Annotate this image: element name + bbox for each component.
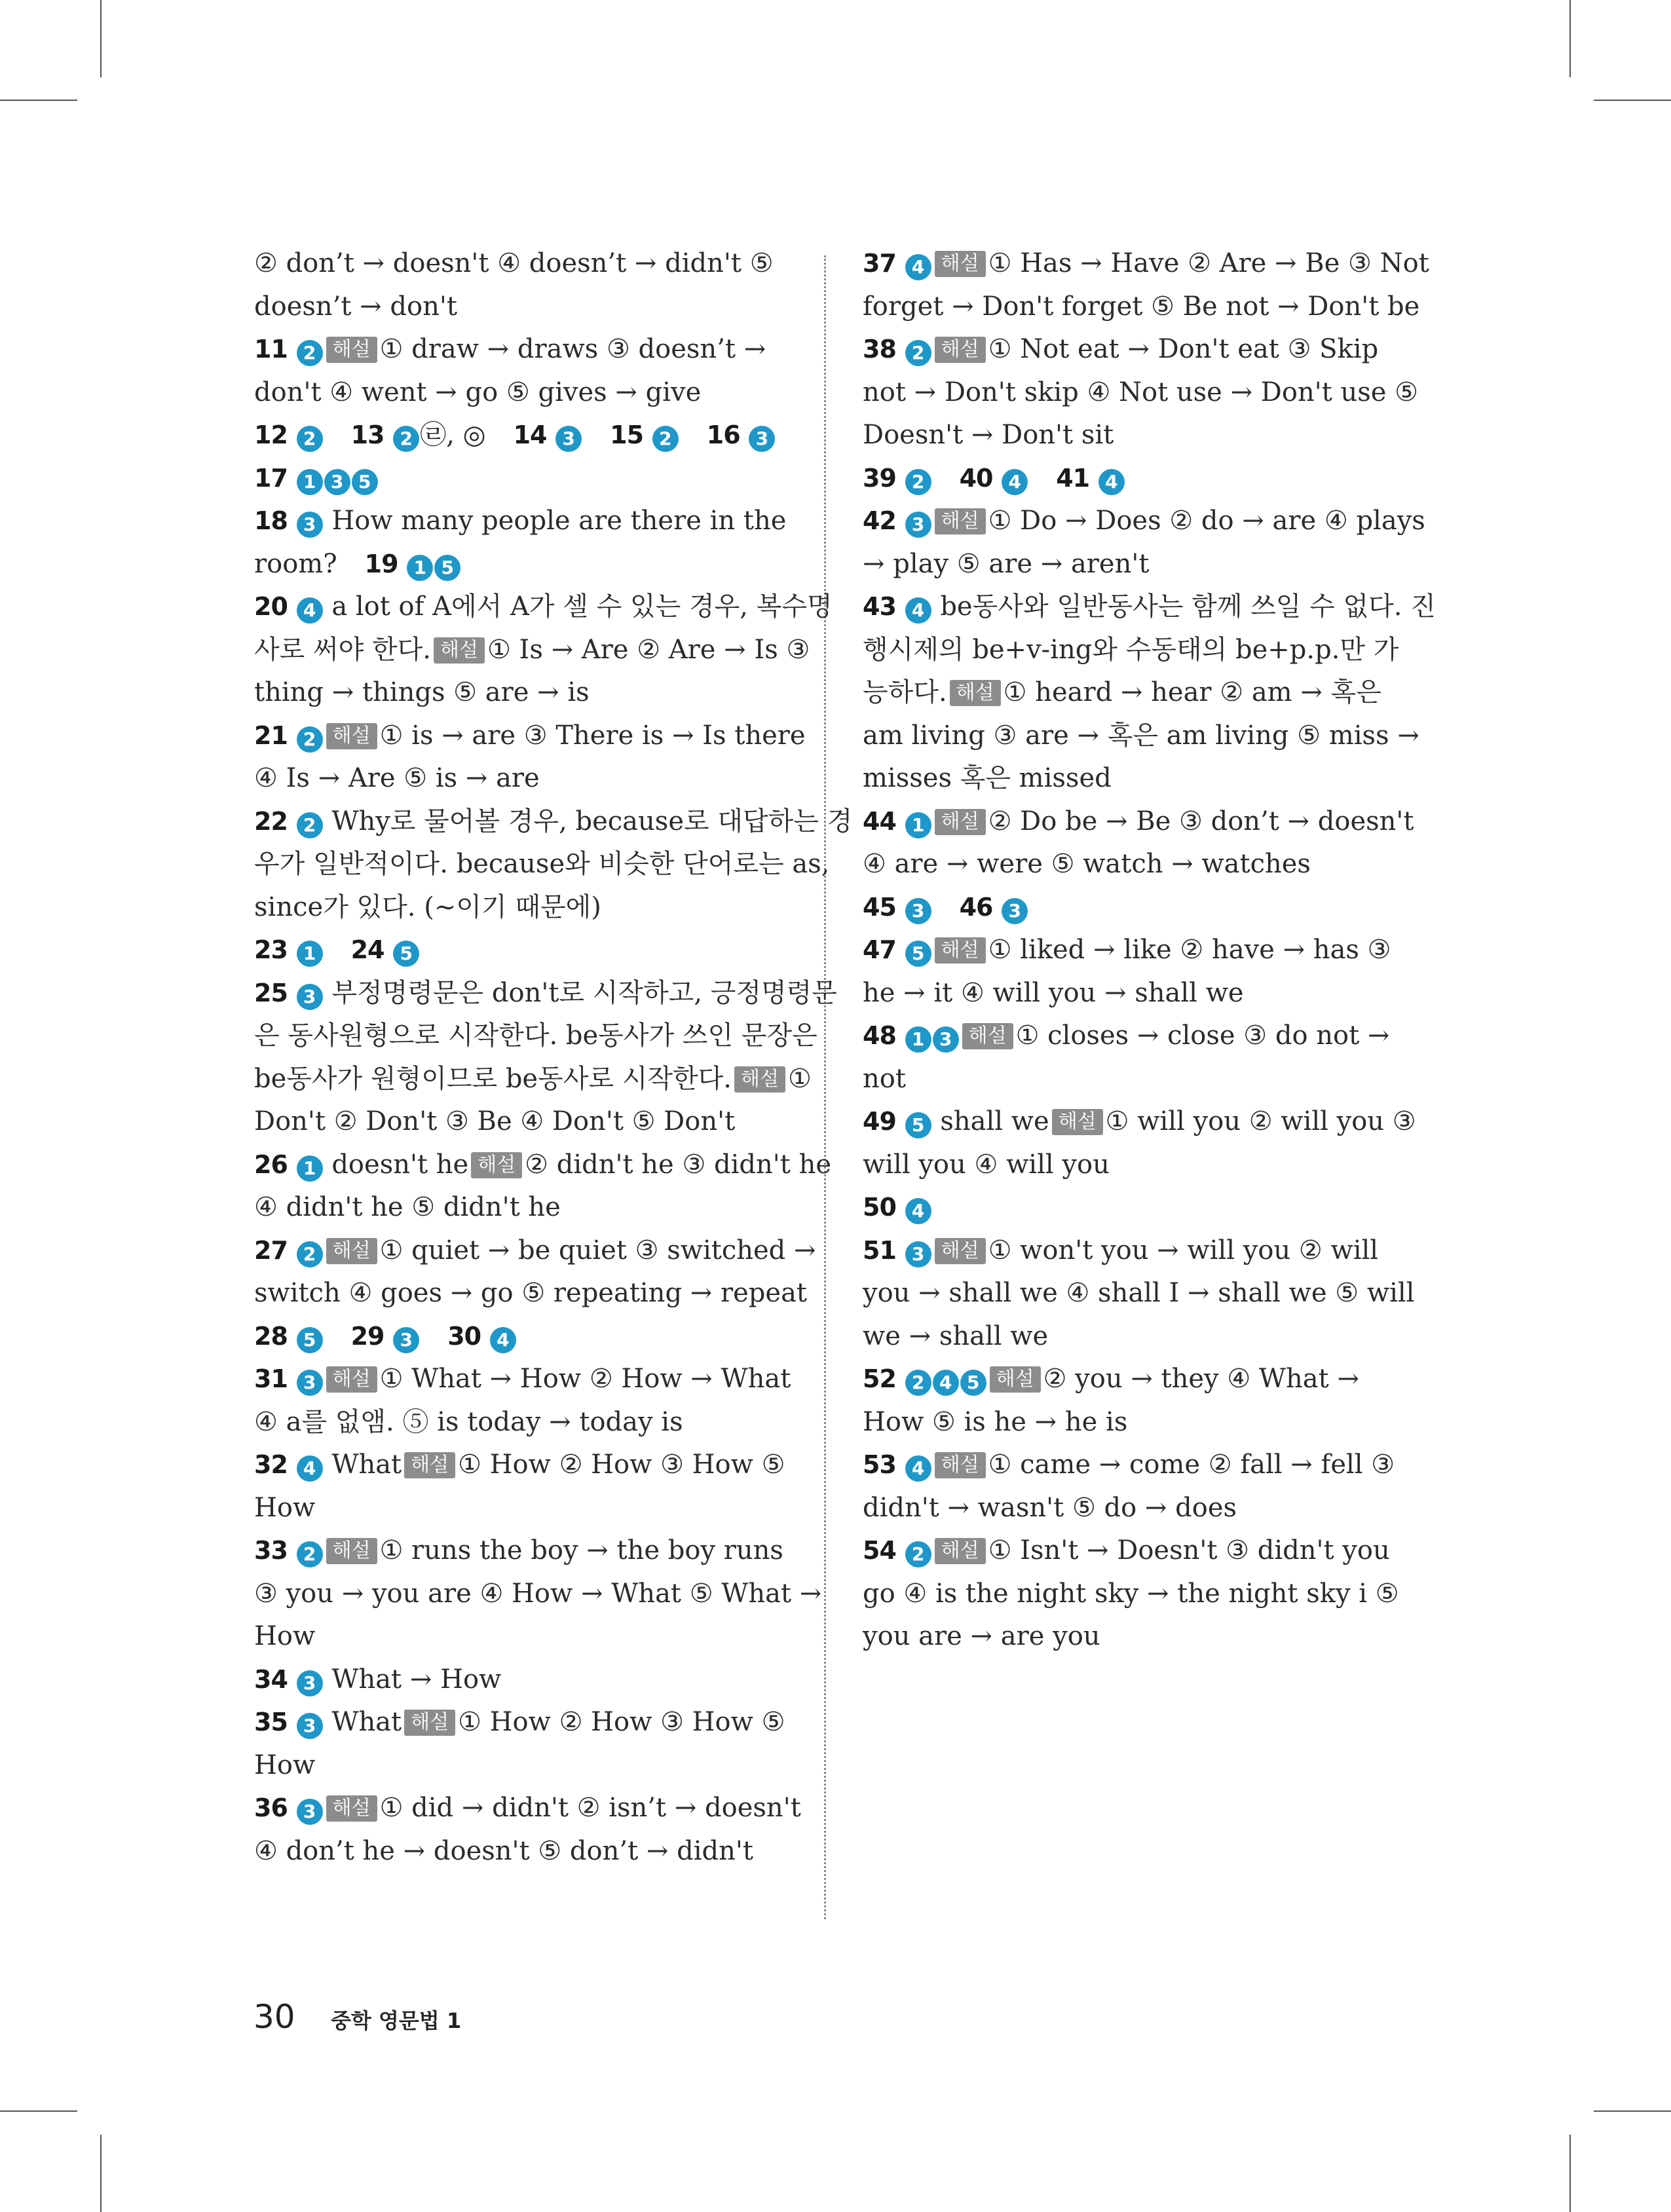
answer-22: 22 2 Why로 물어볼 경우, because로 대답하는 경 [254,800,791,844]
answer-line: am living ③ are → 혹은 am living ⑤ miss → [863,720,1419,751]
answer-circle: 5 [905,1112,931,1138]
explanation-tag: 해설 [935,1538,986,1564]
explanation-tag: 해설 [326,1366,377,1393]
explanation-tag: 해설 [326,1538,377,1564]
answer-line: How [254,1750,316,1780]
answer-line: since가 있다. (~이기 때문에) [254,891,601,922]
answer-49: 49 5 shall we 해설 ① will you ② will you ③ [863,1100,1406,1144]
answer-line: doesn’t → don't [254,291,457,322]
crop-mark [1594,2110,1671,2112]
answer-circle: 1 [407,555,433,581]
explanation-tag: 해설 [935,809,986,835]
crop-mark [1594,100,1671,101]
explanation-tag: 해설 [404,1452,455,1478]
answer-line: switch ④ goes → go ⑤ repeating → repeat [254,1278,807,1308]
answer-42: 42 3 해설 ① Do → Does ② do → are ④ plays [863,500,1406,543]
answer-26: 26 1 doesn't he 해설 ② didn't he ③ didn't he [254,1144,791,1187]
explanation-tag: 해설 [935,251,986,277]
crop-mark [0,100,77,101]
explanation-tag: 해설 [326,723,377,749]
answer-circle: 3 [555,426,582,452]
explanation-tag: 해설 [434,637,485,664]
answer-column-left [254,242,853,1873]
book-title: 중학 영문법 1 [331,2008,462,2033]
answer-circle: 1 [905,1026,931,1053]
answer-line: 은 동사원형으로 시작한다. be동사가 쓰인 문장은 [254,1021,817,1051]
answer-line: misses 혹은 missed [863,763,1112,793]
answer-35: 35 3 What 해설 ① How ② How ③ How ⑤ [254,1701,791,1744]
answer-circle: 4 [905,597,931,624]
answer-32: 32 4 What 해설 ① How ② How ③ How ⑤ [254,1444,791,1487]
page-number: 30 [253,1998,295,2036]
answer-line: don't ④ went → go ⑤ gives → give [254,377,702,407]
answer-54: 54 2 해설 ① Isn't → Doesn't ③ didn't you [863,1529,1406,1573]
answer-line: How [254,1621,316,1651]
answer-line: How ⑤ is he → he is [863,1406,1128,1437]
explanation-tag: 해설 [935,1238,986,1264]
answer-circle: 2 [905,340,931,366]
answer-circle: 3 [297,1670,323,1696]
answer-circle: 3 [297,1370,323,1396]
answer-circle: 5 [297,1327,323,1353]
answer-circle: 1 [297,941,323,967]
answer-line: not [863,1063,906,1094]
answer-50: 50 4 [863,1186,1406,1229]
answer-circle: 3 [297,512,323,538]
answer-column-right [863,242,1436,1659]
answer-circle: 2 [905,469,931,495]
answer-33: 33 2 해설 ① runs the boy → the boy runs [254,1529,791,1573]
answer-line: he → it ④ will you → shall we [863,977,1244,1008]
answer-line: ③ you → you are ④ How → What ⑤ What → [254,1578,822,1609]
explanation-tag: 해설 [326,1795,377,1822]
answer-circle: 5 [393,941,419,967]
answer-line: 능하다. 해설 ① heard → hear ② am → 혹은 [863,677,1381,707]
answer-circle: 2 [652,426,679,452]
answer-38: 38 2 해설 ① Not eat → Don't eat ③ Skip [863,328,1406,371]
answer-circle: 2 [297,340,323,366]
answer-36: 36 3 해설 ① did → didn't ② isn’t → doesn't [254,1787,791,1830]
answer-37: 37 4 해설 ① Has → Have ② Are → Be ③ Not [863,242,1406,286]
explanation-tag: 해설 [935,508,986,534]
answer-line: didn't → wasn't ⑤ do → does [863,1492,1237,1523]
answer-circle: 2 [393,426,419,452]
answer-circle: 4 [297,1455,323,1482]
explanation-tag: 해설 [990,1366,1041,1393]
answer-circle: 5 [352,469,378,495]
answer-line: will you ④ will you [863,1149,1110,1180]
explanation-tag: 해설 [1052,1109,1103,1135]
answer-line: 행시제의 be+v-ing와 수동태의 be+p.p.만 가 [863,634,1399,665]
answer-line: ② don’t → doesn't ④ doesn’t → didn't ⑤ [254,248,774,278]
answer-circle: 2 [297,726,323,753]
answer-circle: 3 [905,898,931,924]
answer-circle: 4 [490,1327,516,1353]
explanation-tag: 해설 [471,1152,522,1178]
answer-line: ④ didn't he ⑤ didn't he [254,1192,561,1222]
explanation-tag: 해설 [935,1452,986,1478]
answer-circle: 3 [297,1799,323,1825]
explanation-tag: 해설 [734,1066,785,1093]
answer-circle: 2 [905,1370,931,1396]
answer-circle: 2 [905,1541,931,1567]
answer-53: 53 4 해설 ① came → come ② fall → fell ③ [863,1444,1406,1487]
answer-circle: 5 [434,555,460,581]
answer-circle: 4 [297,597,323,624]
answer-row-23-24: 23 1 24 5 [254,929,791,972]
explanation-tag: 해설 [326,1238,377,1264]
crop-mark [1569,2135,1571,2212]
answer-circle: 1 [297,1155,323,1182]
explanation-tag: 해설 [962,1023,1013,1049]
answer-line: you are → are you [863,1621,1100,1651]
answer-line: How [254,1492,316,1523]
crop-mark [0,2110,77,2112]
explanation-tag: 해설 [935,337,986,363]
answer-43: 43 4 be동사와 일반동사는 함께 쓰일 수 없다. 진 [863,586,1406,629]
column-divider [824,255,826,1919]
answer-31: 31 3 해설 ① What → How ② How → What [254,1358,791,1401]
answer-line: thing → things ⑤ are → is [254,677,590,707]
crop-mark [100,0,102,77]
answer-line: Doesn't → Don't sit [863,420,1114,450]
answer-circle: 3 [905,1241,931,1267]
answer-line: go ④ is the night sky → the night sky i ⑤ [863,1578,1399,1609]
answer-row-39-41: 39 2 40 4 41 4 [863,457,1406,500]
answer-line: forget → Don't forget ⑤ Be not → Don't be [863,291,1420,322]
answer-line: ④ are → were ⑤ watch → watches [863,849,1311,879]
answer-line: ④ don’t he → doesn't ⑤ don’t → didn't [254,1835,753,1866]
answer-line: not → Don't skip ④ Not use → Don't use ⑤ [863,377,1419,407]
answer-27: 27 2 해설 ① quiet → be quiet ③ switched → [254,1229,791,1273]
answer-line: 우가 일반적이다. because와 비슷한 단어로는 as, [254,849,830,879]
answer-circle: 3 [297,984,323,1010]
answer-circle: 2 [297,812,323,838]
answer-52: 52 2 4 5 해설 ② you → they ④ What → [863,1358,1406,1401]
answer-line: ④ Is → Are ⑤ is → are [254,763,540,793]
answer-line: ④ a를 없앰. ⑤ is today → today is [254,1406,683,1437]
answer-circle: 1 [297,469,323,495]
answer-circle: 3 [933,1026,959,1053]
answer-row-28-30: 28 5 29 3 30 4 [254,1315,791,1359]
answer-line: room? 19 1 5 [254,543,791,586]
answer-44: 44 1 해설 ② Do be → Be ③ don’t → doesn't [863,800,1406,844]
answer-circle: 5 [960,1370,986,1396]
answer-circle: 4 [905,1455,931,1482]
answer-line: 사로 써야 한다. 해설 ① Is → Are ② Are → Is ③ [254,634,810,665]
answer-21: 21 2 해설 ① is → are ③ There is → Is there [254,715,791,758]
answer-circle: 3 [749,426,775,452]
answer-47: 47 5 해설 ① liked → like ② have → has ③ [863,929,1406,972]
crop-mark [1569,0,1571,77]
answer-51: 51 3 해설 ① won't you → will you ② will [863,1229,1406,1273]
answer-48: 48 1 3 해설 ① closes → close ③ do not → [863,1015,1406,1058]
answer-34: 34 3 What → How [254,1659,791,1702]
answer-circle: 3 [905,512,931,538]
answer-circle: 3 [297,1713,323,1739]
answer-circle: 2 [297,426,323,452]
answer-circle: 4 [905,254,931,280]
answer-circle: 3 [1002,898,1028,924]
answer-row-12-16: 12 2 13 2 ㉣, ◎ 14 3 15 2 16 3 [254,414,791,457]
explanation-tag: 해설 [404,1710,455,1736]
answer-18: 18 3 How many people are there in the [254,500,791,543]
answer-circle: 5 [905,941,931,967]
crop-mark [100,2135,102,2212]
answer-circle: 4 [1002,469,1028,495]
answer-circle: 1 [905,812,931,838]
answer-20: 20 4 a lot of A에서 A가 셀 수 있는 경우, 복수명 [254,586,791,629]
answer-line: be동사가 원형이므로 be동사로 시작한다. 해설 ① [254,1063,812,1094]
answer-circle: 4 [933,1370,959,1396]
answer-11: 11 2 해설 ① draw → draws ③ doesn’t → [254,328,791,371]
answer-row-45-46: 45 3 46 3 [863,886,1406,929]
answer-circle: 4 [1098,469,1125,495]
explanation-tag: 해설 [935,937,986,964]
answer-line: we → shall we [863,1321,1049,1351]
answer-25: 25 3 부정명령문은 don't로 시작하고, 긍정명령문 [254,972,791,1015]
answer-line: you → shall we ④ shall I → shall we ⑤ will [863,1278,1415,1308]
answer-17: 17 1 3 5 [254,457,791,500]
answer-circle: 3 [324,469,350,495]
answer-line: Don't ② Don't ③ Be ④ Don't ⑤ Don't [254,1106,736,1136]
answer-circle: 2 [297,1241,323,1267]
explanation-tag: 해설 [326,337,377,363]
explanation-tag: 해설 [950,680,1001,706]
answer-circle: 3 [393,1327,419,1353]
answer-circle: 4 [905,1198,931,1224]
answer-line: → play ⑤ are → aren't [863,548,1150,579]
answer-circle: 2 [297,1541,323,1567]
